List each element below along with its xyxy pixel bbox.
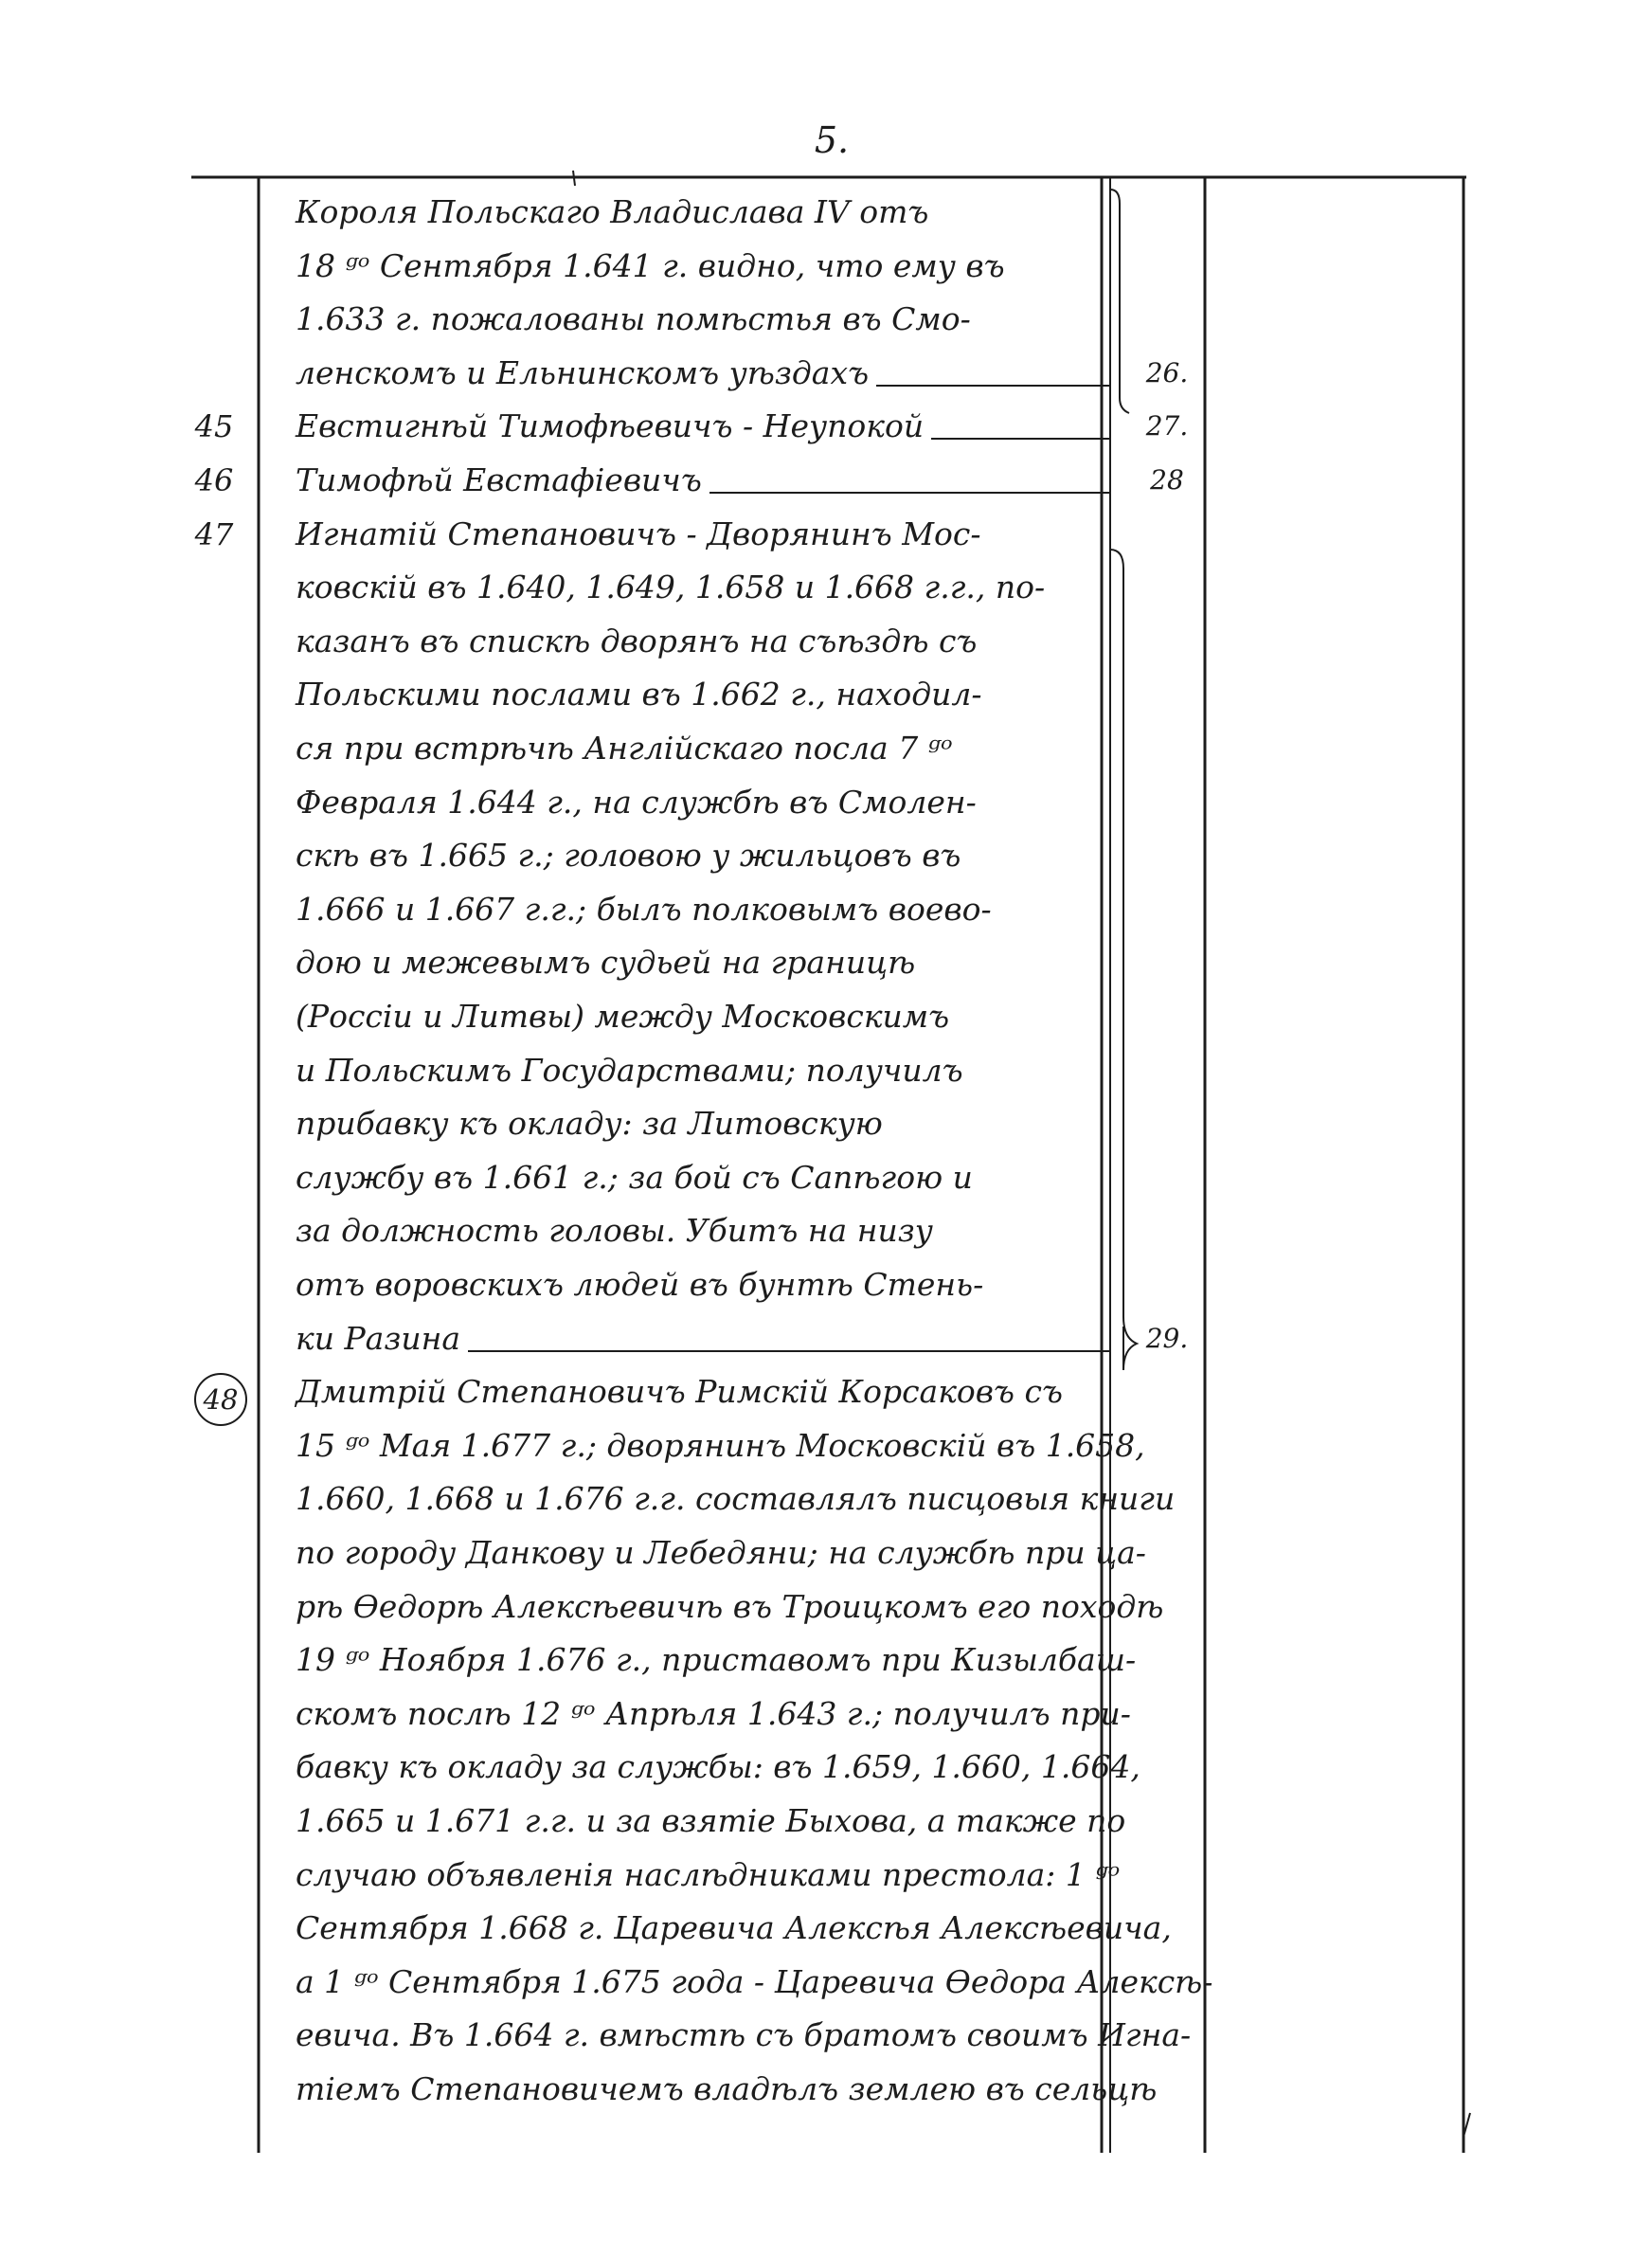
text-line bbox=[296, 615, 1110, 668]
reference-number: 26. bbox=[1145, 357, 1189, 388]
text-line bbox=[296, 561, 1110, 614]
text-line-content: Евстигнѣй Тимофѣевичъ - Неупокой bbox=[296, 407, 925, 444]
text-line-content: по городу Данкову и Лебедяни; на службѣ при ца- bbox=[296, 1534, 1146, 1571]
text-line bbox=[296, 776, 1110, 829]
text-line-content: и Польскимъ Государствами; получилъ bbox=[296, 1052, 963, 1089]
text-line bbox=[296, 1902, 1172, 1955]
text-line bbox=[296, 990, 1110, 1043]
stray-mark-top bbox=[573, 171, 575, 186]
text-line bbox=[296, 347, 1110, 400]
text-line-content: ся при встрѣчѣ Англійскаго посла 7 ᵍᵒ bbox=[296, 730, 953, 767]
row-number: 45 bbox=[194, 408, 234, 444]
text-line bbox=[296, 1634, 1137, 1687]
reference-number: 28 bbox=[1150, 464, 1184, 496]
text-line-content: казанъ въ спискѣ дворянъ на съѣздѣ съ bbox=[296, 623, 978, 659]
text-line bbox=[296, 1526, 1146, 1580]
text-line-content: Сентября 1.668 г. Царевича Алексѣя Алексѣевича, bbox=[296, 1909, 1172, 1946]
text-line-content: за должность головы. Убитъ на низу bbox=[296, 1212, 933, 1249]
brace-entry-47 bbox=[1110, 550, 1137, 1370]
text-line-content: 18 ᵍᵒ Сентября 1.641 г. видно, что ему въ bbox=[296, 247, 1005, 284]
text-line bbox=[296, 1580, 1164, 1634]
text-line bbox=[296, 1365, 1110, 1418]
text-line bbox=[296, 293, 1110, 346]
text-line-content: Тимофѣй Евстафіевичъ bbox=[296, 461, 702, 498]
text-line bbox=[296, 1044, 1110, 1097]
text-line-content: службу въ 1.661 г.; за бой съ Сапѣгою и bbox=[296, 1159, 973, 1196]
text-line bbox=[296, 508, 1110, 561]
text-line bbox=[296, 240, 1110, 293]
text-line-content: Польскими послами въ 1.662 г., находил- bbox=[296, 676, 982, 713]
text-line-content: 15 ᵍᵒ Мая 1.677 г.; дворянинъ Московскій въ 1.658, bbox=[296, 1427, 1145, 1464]
text-line-content: (Россіи и Литвы) между Московскимъ bbox=[296, 998, 950, 1035]
text-line-content: 1.633 г. пожалованы помѣстья въ Смо- bbox=[296, 300, 971, 337]
text-line-content: 1.660, 1.668 и 1.676 г.г. составлялъ писцовыя книги bbox=[296, 1480, 1176, 1517]
row-number: 47 bbox=[194, 516, 234, 552]
fill-dash bbox=[468, 1350, 1110, 1352]
text-line bbox=[296, 1795, 1126, 1848]
text-line-content: отъ воровскихъ людей въ бунтѣ Стень- bbox=[296, 1266, 984, 1303]
brace-entry-26 bbox=[1110, 190, 1129, 413]
text-line bbox=[296, 2009, 1192, 2062]
text-line bbox=[296, 1956, 1213, 2009]
text-line bbox=[296, 1312, 1110, 1365]
text-line bbox=[296, 829, 1110, 882]
text-line-content: Дмитрій Степановичъ Римскій Корсаковъ съ bbox=[296, 1373, 1063, 1410]
text-line bbox=[296, 1688, 1131, 1741]
text-line bbox=[296, 1258, 1110, 1311]
text-line bbox=[296, 400, 1110, 453]
text-line-content: бавку къ окладу за службы: въ 1.659, 1.660, 1.664, bbox=[296, 1748, 1140, 1785]
text-line-content: ленскомъ и Ельнинскомъ уѣздахъ bbox=[296, 354, 870, 391]
fill-dash bbox=[876, 385, 1110, 387]
text-line-content: дою и межевымъ судьей на границѣ bbox=[296, 944, 916, 981]
text-line bbox=[296, 1151, 1110, 1204]
text-line bbox=[296, 1419, 1145, 1472]
fill-dash bbox=[931, 438, 1110, 440]
reference-number: 27. bbox=[1145, 410, 1189, 442]
text-line-content: 19 ᵍᵒ Ноября 1.676 г., приставомъ при Кизылбаш- bbox=[296, 1641, 1137, 1678]
text-line-content: а 1 ᵍᵒ Сентября 1.675 года - Царевича Өедора Алексѣ- bbox=[296, 1963, 1213, 2000]
text-line-content: евича. Въ 1.664 г. вмѣстѣ съ братомъ своимъ Игна- bbox=[296, 2016, 1192, 2053]
text-line-content: прибавку къ окладу: за Литовскую bbox=[296, 1105, 883, 1142]
text-line-content: скѣ въ 1.665 г.; головою у жильцовъ въ bbox=[296, 837, 961, 874]
text-line-content: ки Разина bbox=[296, 1320, 460, 1357]
text-line-content: 1.666 и 1.667 г.г.; былъ полковымъ воево- bbox=[296, 891, 992, 928]
text-line bbox=[296, 186, 1110, 239]
text-line-content: Игнатій Степановичъ - Дворянинъ Мос- bbox=[296, 515, 981, 552]
text-line-content: ковскій въ 1.640, 1.649, 1.658 и 1.668 г.г., по- bbox=[296, 569, 1046, 605]
text-line bbox=[296, 722, 1110, 775]
text-line bbox=[296, 454, 1110, 507]
text-line bbox=[296, 1741, 1140, 1794]
text-line bbox=[296, 1204, 1110, 1257]
text-line-content: 1.665 и 1.671 г.г. и за взятіе Быхова, а также по bbox=[296, 1802, 1126, 1839]
text-line-content: рѣ Өедорѣ Алексѣевичѣ въ Троицкомъ его походѣ bbox=[296, 1588, 1164, 1625]
fill-dash bbox=[709, 492, 1110, 494]
reference-number: 29. bbox=[1145, 1323, 1189, 1354]
text-line bbox=[296, 936, 1110, 989]
page-number: 5. bbox=[814, 119, 850, 161]
text-line-content: тіемъ Степановичемъ владѣлъ землею въ сельцѣ bbox=[296, 2070, 1158, 2107]
text-line-content: Февраля 1.644 г., на службѣ въ Смолен- bbox=[296, 784, 977, 821]
text-line bbox=[296, 1472, 1176, 1526]
text-line bbox=[296, 2063, 1158, 2116]
text-line-content: скомъ послѣ 12 ᵍᵒ Апрѣля 1.643 г.; получилъ при- bbox=[296, 1695, 1131, 1732]
text-line bbox=[296, 1849, 1121, 1902]
text-line bbox=[296, 1097, 1110, 1150]
text-line-content: случаю объявленія наслѣдниками престола: 1 ᵍᵒ bbox=[296, 1856, 1121, 1893]
row-number: 48 bbox=[194, 1373, 247, 1426]
text-line bbox=[296, 668, 1110, 721]
row-number: 46 bbox=[194, 462, 234, 498]
text-line bbox=[296, 883, 1110, 936]
text-line-content: Короля Польскаго Владислава IV отъ bbox=[296, 193, 929, 230]
